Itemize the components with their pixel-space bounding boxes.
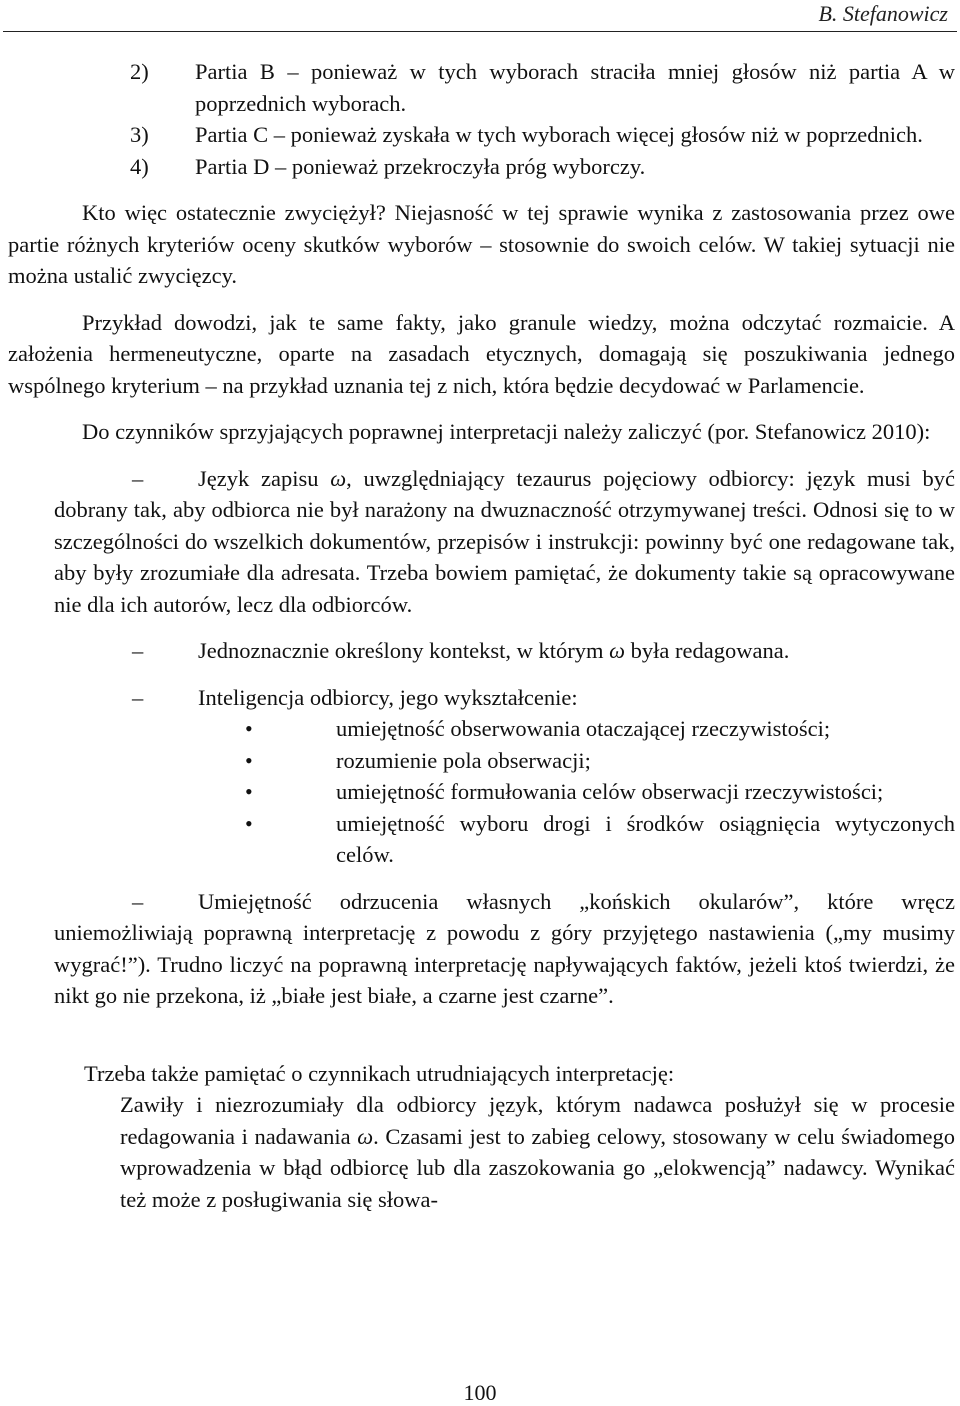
- list-item: [245, 776, 955, 808]
- list-item: [130, 151, 955, 183]
- obstacle-text-a: Zawiły i niezrozumiały dla odbiorcy język, którym nadawca posłużył się w procesie redagowania i nadawania: [120, 1092, 955, 1149]
- page-body: [8, 56, 955, 1215]
- factor-blinkers-text: Umiejętność odrzucenia własnych „końskich okularów”, które wręcz uniemożliwiają poprawną interpretację z powodu z góry przyjętego nastawienia („my musimy wygrać!”). Trudno liczyć na poprawną interpretację napływających faktów, jeżeli ktoś twierdzi, że nikt go nie przekona, iż „białe jest białe, a czarne jest czarne”.: [54, 888, 955, 1008]
- factor-language-text-a: Język zapisu: [198, 465, 331, 491]
- page-number: 100: [463, 1380, 497, 1405]
- list-item: [245, 713, 955, 745]
- list-item-text: Partia D – ponieważ przekroczyła próg wyborczy.: [195, 153, 646, 179]
- obstacles-section: [84, 1058, 955, 1216]
- header-rule: [3, 31, 957, 32]
- list-number: 3): [130, 122, 149, 147]
- paragraph-factors: Do czynników sprzyjających poprawnej interpretacji należy zaliczyć (por. Stefanowicz 2010):: [82, 419, 931, 444]
- list-item: [245, 808, 955, 871]
- list-item-text: umiejętność wyboru drogi i środków osiągnięcia wytyczonych celów.: [336, 810, 955, 867]
- dash-marker: –: [132, 465, 144, 491]
- dash-marker: –: [132, 888, 144, 914]
- factors-list: [54, 463, 955, 1012]
- list-number: 4): [130, 153, 149, 179]
- list-item: [245, 745, 955, 777]
- list-item: [130, 119, 955, 151]
- omega-symbol: ω: [330, 465, 347, 491]
- factor-intelligence: [54, 682, 955, 714]
- factor-intelligence-text: Inteligencja odbiorcy, jego wykształcenie:: [198, 684, 578, 710]
- factor-language-text-b: , uwzględniający tezaurus pojęciowy odbiorcy: język musi być dobrany tak, aby odbiorca nie był narażony na dwuznaczność otrzymywanej treści. Odnosi się to w szczególności do wszelkich dokumentów, przepisów i instrukcji: powinny być one redagowane tak, aby były zrozumiałe dla adresata. Trzeba bowiem pamiętać, że dokumenty takie są opracowywane nie dla ich autorów, lecz dla odbiorców.: [54, 465, 955, 617]
- dash-marker: –: [132, 684, 144, 710]
- list-item: [130, 56, 955, 119]
- bullet-icon: •: [245, 747, 253, 773]
- numbered-list: [130, 56, 955, 182]
- bullet-icon: •: [245, 716, 253, 741]
- paragraph-example: Przykład dowodzi, jak te same fakty, jako granule wiedzy, można odczytać rozmaicie. A założenia hermeneutyczne, oparte na zasadach etycznych, domagają się poszukiwania jednego wspólnego kryterium – na przykład uznania tej z nich, która będzie decydować w Parlamencie.: [8, 309, 955, 398]
- omega-symbol: ω: [609, 638, 626, 663]
- skills-list: [245, 713, 955, 871]
- list-item-text: umiejętność formułowania celów obserwacji rzeczywistości;: [336, 779, 884, 804]
- running-head: B. Stefanowicz: [818, 1, 948, 26]
- factor-context-text-b: była redagowana.: [625, 638, 790, 663]
- bullet-icon: •: [245, 810, 253, 836]
- list-number: 2): [130, 59, 149, 84]
- list-item-text: Partia C – ponieważ zyskała w tych wyborach więcej głosów niż w poprzednich.: [195, 122, 923, 147]
- factor-language: [54, 463, 955, 621]
- list-item-text: umiejętność obserwowania otaczającej rzeczywistości;: [336, 716, 831, 741]
- obstacle-text-b: . Czasami jest to zabieg celowy, stosowany w celu świadomego wprowadzenia w błąd odbiorcę lub dla zaszokowania go „elokwencją” nadawcy. Wynikać też może z posługiwania się słowa-: [120, 1123, 955, 1212]
- factor-context-text-a: Jednoznacznie określony kontekst, w którym: [198, 638, 610, 663]
- bullet-icon: •: [245, 779, 253, 804]
- list-item-text: rozumienie pola obserwacji;: [336, 747, 591, 773]
- paragraph-obstacles: Trzeba także pamiętać o czynnikach utrudniających interpretację:: [84, 1060, 675, 1086]
- factor-context: [54, 635, 955, 667]
- omega-symbol: ω: [357, 1123, 374, 1149]
- paragraph-winner: Kto więc ostatecznie zwyciężył? Niejasność w tej sprawie wynika z zastosowania przez owe partie różnych kryteriów oceny skutków wyborów – stosownie do swoich celów. W takiej sytuacji nie można ustalić zwycięzcy.: [8, 200, 955, 288]
- list-item-text: Partia B – ponieważ w tych wyborach straciła mniej głosów niż partia A w poprzednich wyborach.: [195, 59, 955, 116]
- dash-marker: –: [132, 638, 144, 663]
- factor-blinkers: [54, 886, 955, 1012]
- obstacle-language: [120, 1089, 955, 1215]
